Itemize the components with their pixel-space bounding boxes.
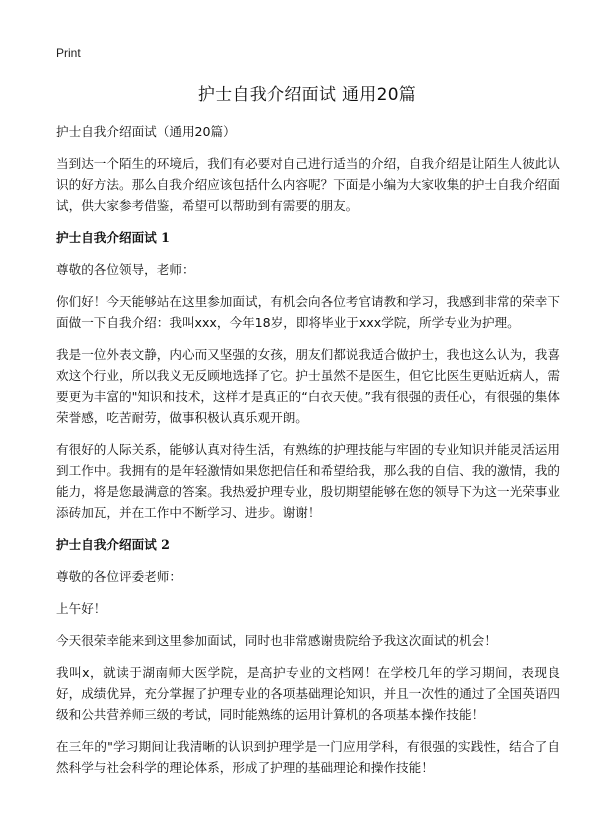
paragraph: 你们好！今天能够站在这里参加面试，有机会向各位考官请教和学习，我感到非常的荣幸下面做一下自我介绍：我叫xxx，今年18岁，即将毕业于xxx学院，所学专业为护理。: [56, 294, 560, 330]
paragraph: 上午好！: [56, 601, 107, 616]
section-heading: 护士自我介绍面试 2: [56, 537, 170, 552]
intro-paragraph: 当到达一个陌生的环境后，我们有必要对自己进行适当的介绍，自我介绍是让陌生人彼此认识的好方法。那么自我介绍应该包括什么内容呢？下面是小编为大家收集的护士自我介绍面试，供大家参考借鉴，希望可以帮助到有需要的朋友。: [56, 156, 560, 213]
paragraph: 今天很荣幸能来到这里参加面试，同时也非常感谢贵院给予我这次面试的机会！: [56, 633, 497, 648]
paragraph: 尊敬的各位评委老师：: [56, 569, 182, 584]
article-subtitle: 护士自我介绍面试（通用20篇）: [56, 124, 236, 139]
print-link[interactable]: Print: [56, 46, 81, 60]
paragraph: 有很好的人际关系，能够认真对待生活，有熟练的护理技能与牢固的专业知识并能灵活运用到工作中。我拥有的是年轻激情如果您把信任和希望给我，那么我的自信、我的激情，我的能力，将是您最满意的答案。我热爱护理专业，殷切期望能够在您的领导下为这一光荣事业添砖加瓦，并在工作中不断学习、进步。谢谢！: [56, 442, 560, 520]
page-title: 护士自我介绍面试 通用20篇: [197, 85, 417, 105]
paragraph: 我叫x，就读于湖南师大医学院，是高护专业的文档网！在学校几年的学习期间，表现良好，成绩优异，充分掌握了护理专业的各项基础理论知识，并且一次性的通过了全国英语四级和公共营养师三级的考试，同时能熟练的运用计算机的各项基本操作技能！: [56, 665, 560, 722]
paragraph: 在三年的"学习期间让我清晰的认识到护理学是一门应用学科，有很强的实践性，结合了自然科学与社会科学的理论体系，形成了护理的基础理论和操作技能！: [56, 739, 560, 775]
section-2: [56, 534, 560, 778]
section-heading: 护士自我介绍面试 1: [56, 230, 170, 245]
article-body: [56, 121, 560, 789]
paragraph: 我是一位外表文静，内心而又坚强的女孩，朋友们都说我适合做护士，我也这么认为，我喜欢这个行业，所以我义无反顾地选择了它。护士虽然不是医生，但它比医生更贴近病人，需要更为丰富的"知识和技术，这样才是真正的“白衣天使。”我有很强的责任心，有很强的集体荣誉感，吃苦耐劳，做事积极认真乐观开朗。: [56, 347, 560, 425]
section-1: [56, 227, 560, 523]
paragraph: 尊敬的各位领导，老师：: [56, 262, 195, 277]
